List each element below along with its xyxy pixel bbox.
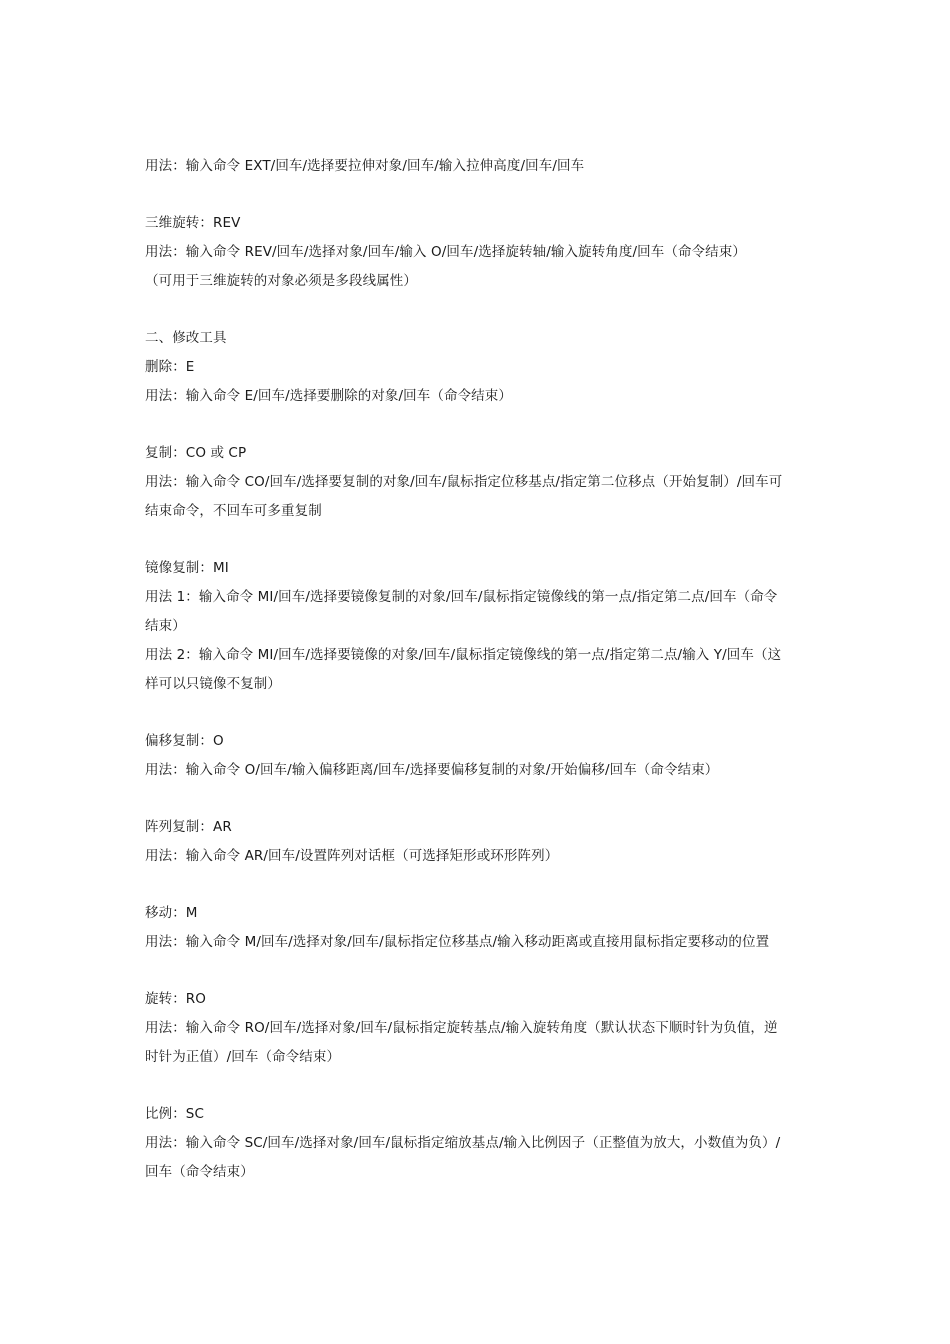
scale-usage-line-2: 回车（命令结束） — [145, 1164, 254, 1180]
revolve-note: （可用于三维旋转的对象必须是多段线属性） — [145, 273, 417, 289]
scale-usage-line-1: 用法：输入命令 SC/回车/选择对象/回车/鼠标指定缩放基点/输入比例因子（正整值为放大，小数值为负）/ — [145, 1135, 781, 1151]
array-heading: 阵列复制：AR — [145, 819, 232, 835]
offset-usage: 用法：输入命令 O/回车/输入偏移距离/回车/选择要偏移复制的对象/开始偏移/回车（命令结束） — [145, 762, 719, 778]
erase-usage: 用法：输入命令 E/回车/选择要删除的对象/回车（命令结束） — [145, 388, 512, 404]
mirror-usage-2-line-1: 用法 2：输入命令 MI/回车/选择要镜像的对象/回车/鼠标指定镜像线的第一点/指定第二点/输入 Y/回车（这 — [145, 647, 782, 663]
copy-heading: 复制：CO 或 CP — [145, 445, 247, 461]
array-usage: 用法：输入命令 AR/回车/设置阵列对话框（可选择矩形或环形阵列） — [145, 848, 559, 864]
rotate-usage-line-2: 时针为正值）/回车（命令结束） — [145, 1049, 341, 1065]
section-heading-modify-tools: 二、修改工具 — [145, 330, 227, 346]
rotate-heading: 旋转：RO — [145, 991, 207, 1007]
erase-heading: 删除：E — [145, 359, 195, 375]
rotate-usage-line-1: 用法：输入命令 RO/回车/选择对象/回车/鼠标指定旋转基点/输入旋转角度（默认状态下顺时针为负值，逆 — [145, 1020, 778, 1036]
mirror-usage-1-line-2: 结束） — [145, 618, 186, 634]
move-heading: 移动：M — [145, 905, 198, 921]
move-usage: 用法：输入命令 M/回车/选择对象/回车/鼠标指定位移基点/输入移动距离或直接用鼠标指定要移动的位置 — [145, 934, 770, 950]
revolve-usage: 用法：输入命令 REV/回车/选择对象/回车/输入 O/回车/选择旋转轴/输入旋转角度/回车（命令结束） — [145, 244, 746, 260]
mirror-usage-1-line-1: 用法 1：输入命令 MI/回车/选择要镜像复制的对象/回车/鼠标指定镜像线的第一点/指定第二点/回车（命令 — [145, 589, 778, 605]
mirror-heading: 镜像复制：MI — [145, 560, 229, 576]
mirror-usage-2-line-2: 样可以只镜像不复制） — [145, 676, 281, 692]
offset-heading: 偏移复制：O — [145, 733, 224, 749]
revolve-heading: 三维旋转：REV — [145, 215, 241, 231]
scale-heading: 比例：SC — [145, 1106, 204, 1122]
extrude-usage: 用法：输入命令 EXT/回车/选择要拉伸对象/回车/输入拉伸高度/回车/回车 — [145, 158, 585, 174]
copy-usage-line-1: 用法：输入命令 CO/回车/选择要复制的对象/回车/鼠标指定位移基点/指定第二位移点（开始复制）/回车可 — [145, 474, 783, 490]
copy-usage-line-2: 结束命令，不回车可多重复制 — [145, 503, 322, 519]
